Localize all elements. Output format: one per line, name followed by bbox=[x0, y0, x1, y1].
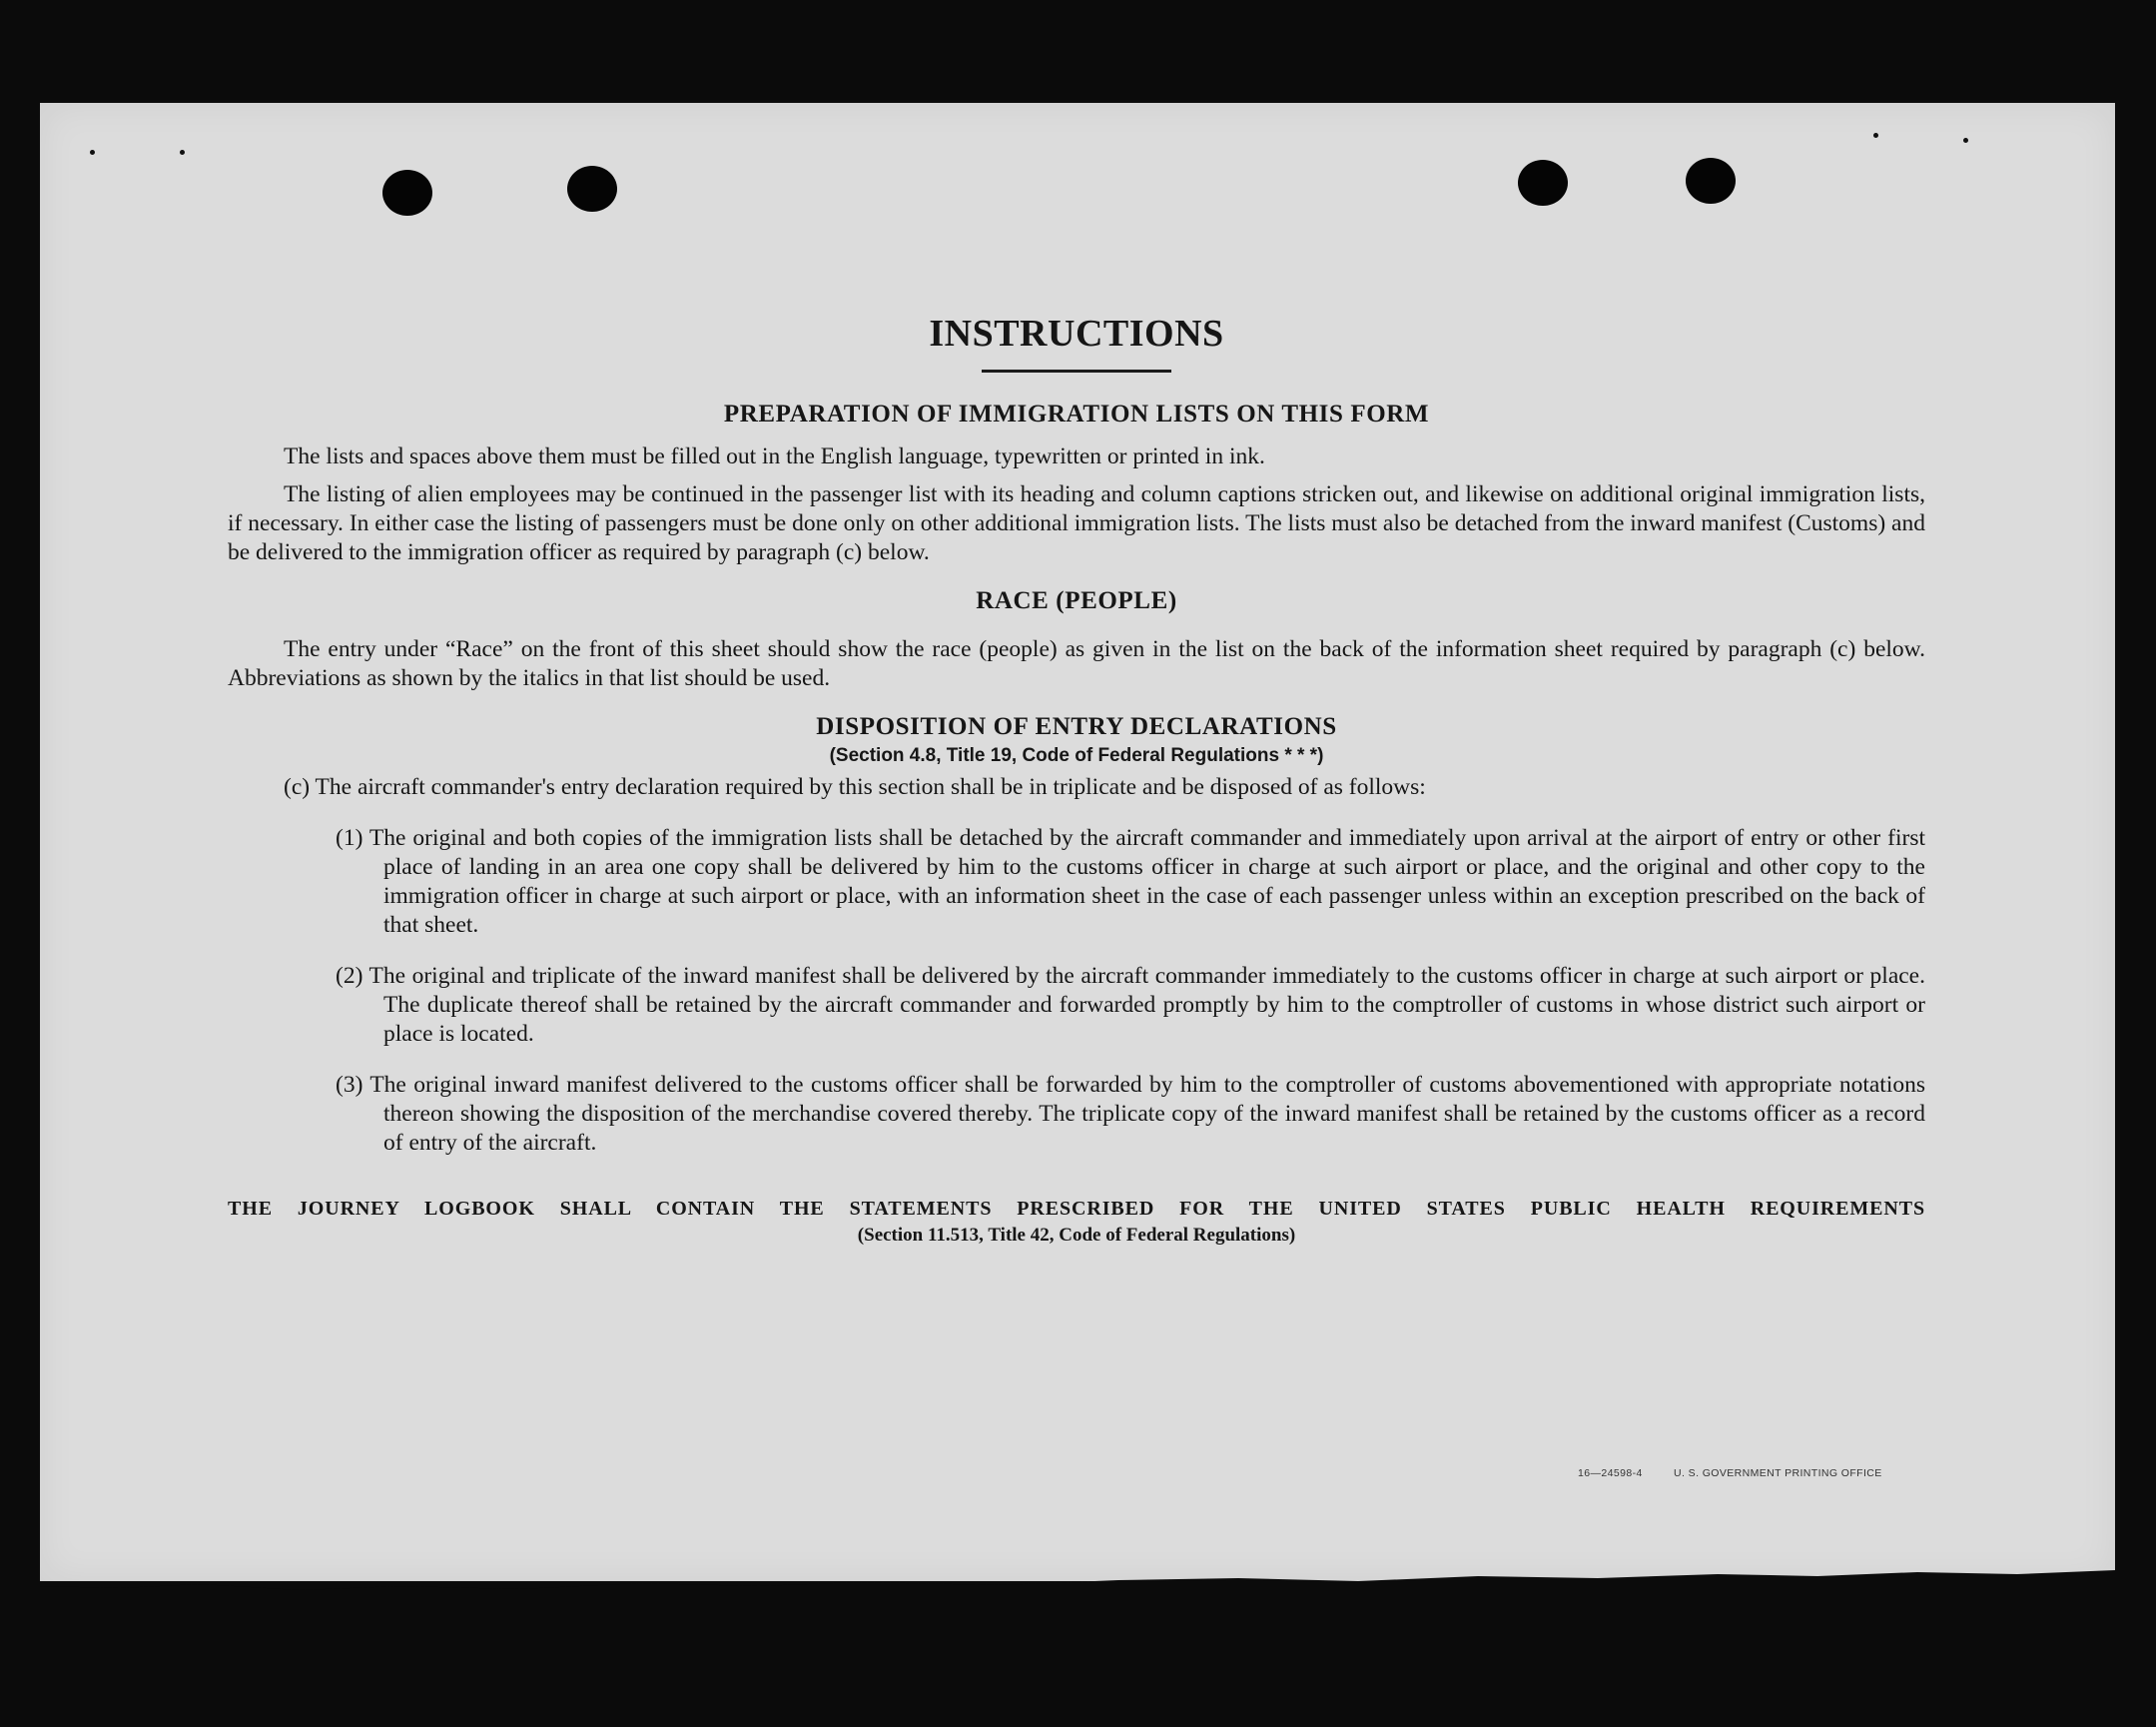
section-heading-race: RACE (PEOPLE) bbox=[976, 587, 1177, 614]
printer-name: U. S. GOVERNMENT PRINTING OFFICE bbox=[1674, 1467, 1882, 1479]
torn-bottom-edge bbox=[40, 1556, 2115, 1616]
disposition-intro: (c) The aircraft commander's entry declaration required by this section shall be in triplicate and be disposed of as follows: bbox=[284, 774, 1426, 800]
disposition-citation: (Section 4.8, Title 19, Code of Federal Regulations * * *) bbox=[829, 745, 1324, 766]
form-number: 16—24598-4 bbox=[1578, 1467, 1643, 1479]
punch-hole bbox=[1518, 160, 1568, 206]
page-title: INSTRUCTIONS bbox=[929, 313, 1224, 355]
speck-mark bbox=[90, 150, 95, 155]
disposition-item: (1) The original and both copies of the immigration lists shall be detached by the aircraft commander and immediately upon arrival at the airport of entry or other first place of landing in an area one copy shall be delivered by him to the customs officer in charge at such airport or place, and the original and other copy to the immigration officer in charge at such airport or place, with an information sheet in the case of each passenger unless within an exception prescribed on the back of that sheet. bbox=[336, 825, 1925, 938]
logbook-statement: THE JOURNEY LOGBOOK SHALL CONTAIN THE STATEMENTS PRESCRIBED FOR THE UNITED STATES PUBLIC HEALTH REQUIREMENTS bbox=[228, 1198, 1925, 1220]
preparation-paragraph-2: The listing of alien employees may be continued in the passenger list with its heading and column captions stricken out, and likewise on additional original immigration lists, if necessary. In either case the listing of passengers must be done only on other additional immigration lists. The lists must also be detached from the inward manifest (Customs) and be delivered to the immigration officer as required by paragraph (c) below. bbox=[228, 481, 1925, 565]
punch-hole bbox=[382, 170, 432, 216]
instructions-content bbox=[228, 300, 1925, 1247]
section-heading-disposition: DISPOSITION OF ENTRY DECLARATIONS bbox=[816, 713, 1337, 740]
race-paragraph: The entry under “Race” on the front of this sheet should show the race (people) as given in the list on the back of the information sheet required by paragraph (c) below. Abbreviations as shown by the italics in that list should be used. bbox=[228, 636, 1925, 691]
preparation-paragraph-1: The lists and spaces above them must be filled out in the English language, typewritten or printed in ink. bbox=[284, 443, 1265, 469]
punch-hole bbox=[567, 166, 617, 212]
speck-mark bbox=[180, 150, 185, 155]
speck-mark bbox=[1873, 133, 1878, 138]
speck-mark bbox=[1963, 138, 1968, 143]
logbook-citation: (Section 11.513, Title 42, Code of Federal Regulations) bbox=[857, 1225, 1296, 1246]
section-heading-preparation: PREPARATION OF IMMIGRATION LISTS ON THIS FORM bbox=[723, 401, 1430, 428]
disposition-item: (3) The original inward manifest delivered to the customs officer shall be forwarded by him to the comptroller of customs abovementioned with appropriate notations thereon showing the disposition of the merchandise covered thereby. The triplicate copy of the inward manifest shall be retained by the customs officer as a record of entry of the aircraft. bbox=[336, 1072, 1925, 1156]
punch-hole bbox=[1686, 158, 1736, 204]
disposition-item: (2) The original and triplicate of the inward manifest shall be delivered by the aircraft commander immediately to the customs officer in charge at such airport or place. The duplicate thereof shall be retained by the aircraft commander and forwarded promptly by him to the comptroller of customs in whose district such airport or place is located. bbox=[336, 963, 1925, 1047]
title-underline bbox=[982, 370, 1171, 373]
printer-imprint bbox=[1578, 1467, 1882, 1479]
